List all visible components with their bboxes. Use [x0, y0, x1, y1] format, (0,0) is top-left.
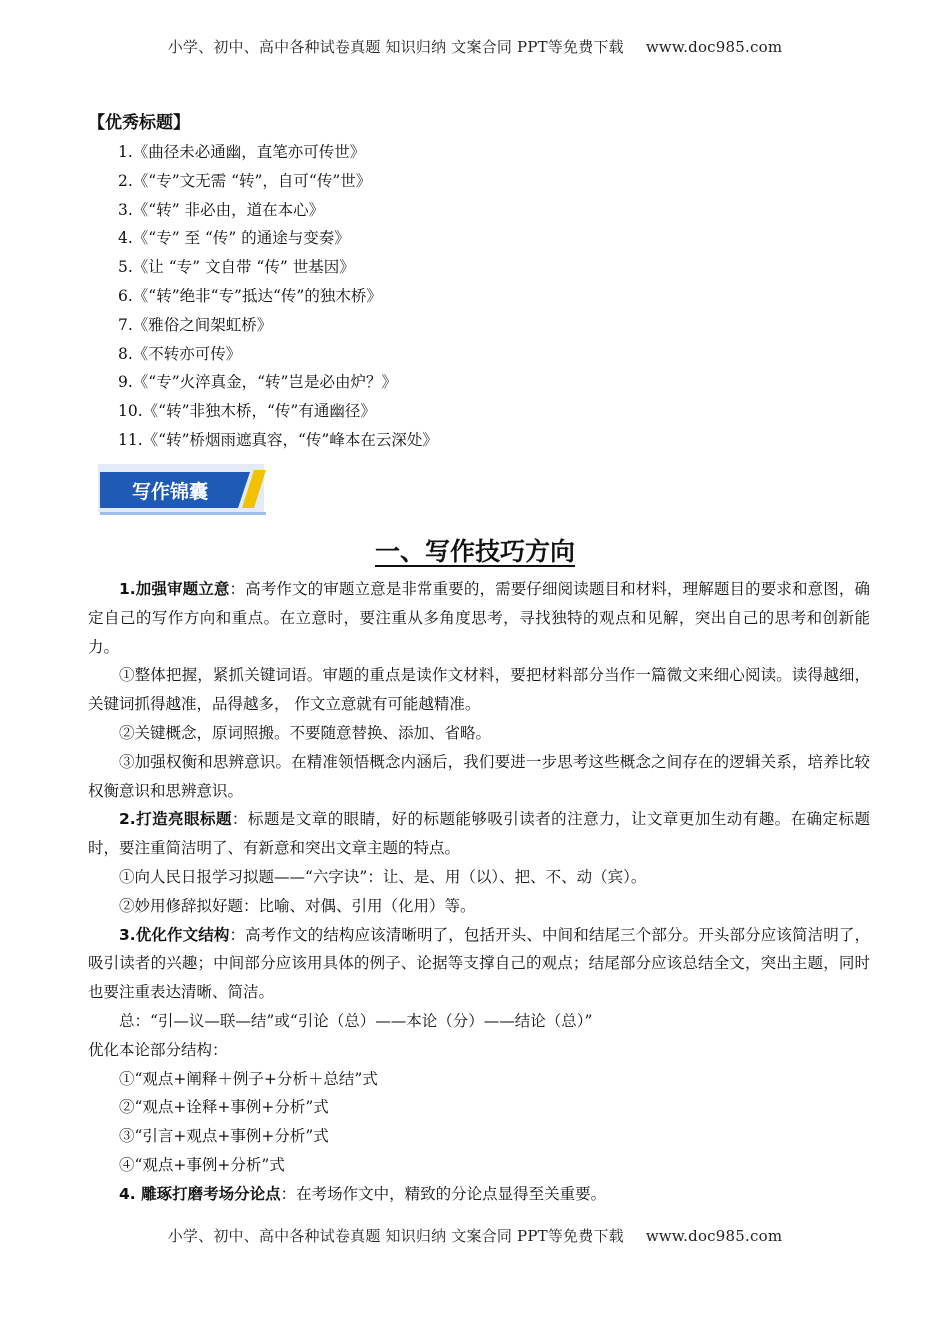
excellent-titles-section [88, 108, 868, 455]
list-item: 1.《曲径未必通幽，直笔亦可传世》 [118, 143, 366, 161]
footer-text: 小学、初中、高中各种试卷真题 知识归纳 文案合同 PPT等免费下载 [167, 1227, 624, 1245]
banner-text: 写作锦囊 [131, 481, 209, 503]
paragraph-lead: 3.优化作文结构 [119, 925, 230, 944]
section-label: 【优秀标题】 [88, 113, 190, 133]
paragraph-1b: ②关键概念，原词照搬。不要随意替换、添加、省略。 [119, 723, 492, 742]
paragraph-text: ：高考作文的结构应该清晰明了，包括开头、中间和结尾三个部分。开头部分应该简洁明了，吸引读者的兴趣；中间部分应该用具体的例子、论据等支撑自己的观点；结尾部分应该总结全文，突出主题，同时也要注重表达清晰、简洁。 [88, 925, 870, 1002]
list-item: 9.《“专”火淬真金，“转”岂是必由炉？》 [118, 373, 397, 392]
structure-item: ②“观点+诠释+事例+分析”式 [119, 1098, 329, 1117]
list-item: 5.《让 “专” 文自带 “传” 世基因》 [118, 258, 355, 277]
paragraph-1c: ③加强权衡和思辨意识。在精准领悟概念内涵后，我们要进一步思考这些概念之间存在的逻辑关系，培养比较权衡意识和思辨意识。 [88, 752, 870, 800]
structure-item: ①“观点+阐释＋例子+分析＋总结”式 [119, 1069, 378, 1088]
main-heading-text: 一、写作技巧方向 [374, 537, 575, 566]
structure-item: ③“引言+观点+事例+分析”式 [119, 1127, 329, 1146]
writing-techniques-body [88, 575, 870, 1209]
list-item: 10.《“转”非独木桥，“传”有通幽径》 [118, 402, 376, 421]
paragraph-2a: ①向人民日报学习拟题——“六字诀”：让、是、用（以）、把、不、动（宾）。 [119, 867, 647, 886]
page-footer [0, 1225, 950, 1246]
paragraph-1a: ①整体把握，紧抓关键词语。审题的重点是读作文材料，要把材料部分当作一篇微文来细心阅读。读得越细，关键词抓得越准，品得越多， 作文立意就有可能越精准。 [88, 666, 870, 714]
footer-url[interactable]: www.doc985.com [645, 1227, 783, 1245]
paragraph-lead: 4. 雕琢打磨考场分论点 [119, 1184, 281, 1203]
structure-item: ④“观点+事例+分析”式 [119, 1155, 285, 1174]
paragraph-1 [88, 575, 870, 661]
paragraph-text: ：在考场作文中，精致的分论点显得至关重要。 [280, 1184, 607, 1203]
list-item: 4.《“专” 至 “传” 的通途与变奏》 [118, 229, 350, 248]
header-url[interactable]: www.doc985.com [645, 38, 783, 56]
header-text: 小学、初中、高中各种试卷真题 知识归纳 文案合同 PPT等免费下载 [167, 38, 624, 56]
list-item: 2.《“专”文无需 “转”，自可“传”世》 [118, 171, 372, 190]
list-item: 8.《不转亦可传》 [118, 344, 242, 363]
structure-summary: 总：“引—议—联—结”或“引论（总）——本论（分）——结论（总）” [119, 1011, 593, 1030]
paragraph-lead: 1.加强审题立意 [119, 580, 230, 598]
list-item: 11.《“转”桥烟雨遮真容，“传”峰本在云深处》 [118, 430, 438, 449]
list-item: 7.《雅俗之间架虹桥》 [118, 315, 273, 334]
paragraph-text: ：高考作文的审题立意是非常重要的，需要仔细阅读题目和材料，理解题目的要求和意图，确定自己的写作方向和重点。在立意时，要注重从多角度思考，寻找独特的观点和见解，突出自己的思考和创新能力。 [88, 580, 870, 656]
structure-subheading: 优化本论部分结构： [88, 1040, 228, 1059]
paragraph-2 [88, 805, 870, 863]
paragraph-3 [88, 921, 870, 1007]
paragraph-text: ：标题是文章的眼睛，好的标题能够吸引读者的注意力，让文章更加生动有趣。在确定标题时，要注重简洁明了、有新意和突出文章主题的特点。 [88, 810, 870, 858]
writing-tips-banner [98, 462, 268, 518]
list-item: 6.《“转”绝非“专”抵达“传”的独木桥》 [118, 286, 382, 305]
paragraph-lead: 2.打造亮眼标题 [119, 810, 232, 829]
paragraph-4 [88, 1180, 870, 1209]
list-item: 3.《“转” 非必由，道在本心》 [118, 200, 325, 219]
paragraph-2b: ②妙用修辞拟好题：比喻、对偶、引用（化用）等。 [119, 896, 476, 915]
main-heading [0, 532, 950, 568]
titles-list [88, 138, 868, 455]
banner-underline [100, 512, 266, 515]
page-header [0, 36, 950, 57]
